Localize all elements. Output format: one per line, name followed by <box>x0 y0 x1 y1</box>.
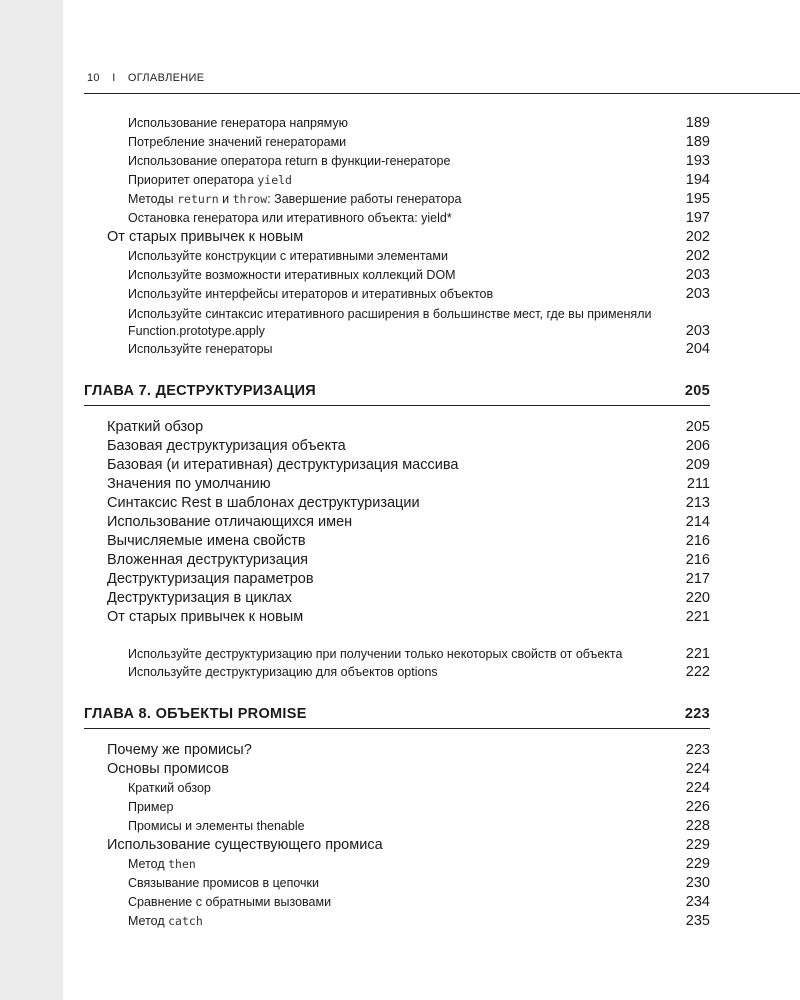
entry-title <box>128 247 448 266</box>
entry-title <box>128 340 273 359</box>
toc-subsection-entry <box>84 190 710 209</box>
entry-text: Основы промисов <box>107 761 229 777</box>
entry-page-number: 194 <box>685 172 710 188</box>
entry-page-number: 223 <box>685 742 710 758</box>
entry-text: Потребление значений генераторами <box>128 135 347 149</box>
toc-subsection-entry <box>84 798 710 817</box>
toc-subsection-entry <box>84 171 710 190</box>
entry-title <box>107 532 306 551</box>
chapter-8-heading <box>84 704 710 729</box>
entry-page-number: 214 <box>685 514 710 530</box>
entry-page-number: 216 <box>685 552 710 568</box>
chapter-8-entries <box>84 741 710 931</box>
entry-text: Синтаксис Rest в шаблонах деструктуризации <box>107 495 420 511</box>
entry-page-number: 202 <box>685 248 710 264</box>
running-head-separator: I <box>112 72 116 84</box>
toc-subsection-entry <box>84 133 710 152</box>
entry-title <box>107 437 346 456</box>
entry-title <box>128 912 203 931</box>
code-keyword: catch <box>168 914 203 928</box>
entry-text: Приоритет оператора <box>128 173 258 187</box>
toc-section-entry <box>84 418 710 437</box>
entry-title <box>107 551 308 570</box>
entry-text: Вложенная деструктуризация <box>107 552 309 568</box>
entry-page-number: 217 <box>685 571 710 587</box>
entry-text: Используйте деструктуризацию для объектов options <box>128 665 438 679</box>
entry-title <box>107 228 303 247</box>
entry-title <box>128 266 456 285</box>
entry-title <box>128 285 493 304</box>
entry-page-number: 193 <box>685 153 710 169</box>
toc-subsection-entry <box>84 893 710 912</box>
entry-title <box>128 133 346 152</box>
toc-subsection-entry <box>84 285 710 304</box>
entry-page-number: 234 <box>685 894 710 910</box>
entry-title <box>128 152 450 171</box>
entry-title <box>107 570 314 589</box>
toc-section-entry <box>84 760 710 779</box>
entry-page-number: 202 <box>685 229 710 245</box>
toc-subsection-entry <box>84 114 710 133</box>
entry-text: Используйте генераторы <box>128 342 273 356</box>
entry-text: Используйте деструктуризацию при получении только некоторых свойств от объекта <box>128 647 623 661</box>
entry-text: Используйте возможности итеративных коллекций DOM <box>128 268 456 282</box>
entry-text: Деструктуризация параметров <box>107 571 314 587</box>
running-head <box>87 72 204 84</box>
entry-page-number: 189 <box>685 115 710 131</box>
entry-text: От старых привычек к новым <box>107 229 304 245</box>
entry-text: Используйте конструкции с итеративными элементами <box>128 249 448 263</box>
toc-section-entry <box>84 551 710 570</box>
code-keyword: then <box>168 857 196 871</box>
entry-text: Методы <box>128 192 178 206</box>
code-keyword: throw <box>232 192 268 206</box>
entry-text: и <box>218 192 233 206</box>
toc-section-entry <box>84 532 710 551</box>
entry-title <box>107 456 458 475</box>
entry-page-number: 221 <box>685 646 710 662</box>
chapter-page: 205 <box>684 383 710 399</box>
entry-text: Используйте интерфейсы итераторов и итеративных объектов <box>128 287 494 301</box>
entry-text: Связывание промисов в цепочки <box>128 876 319 890</box>
entry-text: Краткий обзор <box>128 781 211 795</box>
toc-section-entry <box>84 513 710 532</box>
entry-page-number: 224 <box>685 780 710 796</box>
entry-text: Метод <box>128 857 169 871</box>
toc-section-entry <box>84 836 710 855</box>
toc-subsection-entry <box>84 266 710 285</box>
toc-subsection-entry <box>84 627 710 663</box>
toc-section-entry <box>84 608 710 627</box>
entry-text: Используйте синтаксис итеративного расширения в большинстве мест, где вы применяли Function.prototype.apply <box>128 307 652 338</box>
page-gutter <box>0 0 63 1000</box>
entry-page-number: 195 <box>685 191 710 207</box>
entry-page-number: 211 <box>686 476 710 492</box>
entry-text: Использование существующего промиса <box>107 837 383 853</box>
entry-page-number: 216 <box>685 533 710 549</box>
entry-page-number: 230 <box>685 875 710 891</box>
entry-title <box>107 836 383 855</box>
entry-title <box>128 874 319 893</box>
entry-title <box>107 608 303 627</box>
chapter-7-entries <box>84 418 710 682</box>
entry-text: Краткий обзор <box>107 419 204 435</box>
entry-text: Промисы и элементы thenable <box>128 819 305 833</box>
entry-page-number: 203 <box>685 267 710 283</box>
code-keyword: return <box>177 192 219 206</box>
entry-page-number: 203 <box>685 286 710 302</box>
entry-page-number: 229 <box>685 837 710 853</box>
entry-text: Метод <box>128 914 169 928</box>
entry-page-number: 203 <box>685 323 710 339</box>
entry-page-number: 222 <box>685 664 710 680</box>
entry-title <box>107 741 252 760</box>
book-page <box>63 0 800 1000</box>
toc-subsection-entry <box>84 152 710 171</box>
entry-title <box>128 798 173 817</box>
toc-section-entry <box>84 475 710 494</box>
entry-title <box>107 475 271 494</box>
entry-title <box>128 817 305 836</box>
toc-subsection-entry <box>84 874 710 893</box>
toc-section-entry <box>84 589 710 608</box>
entry-text: Сравнение с обратными вызовами <box>128 895 332 909</box>
entry-page-number: 213 <box>685 495 710 511</box>
page-number: 10 <box>87 72 100 84</box>
entry-title <box>128 893 331 912</box>
entry-text: Использование оператора return в функции-генераторе <box>128 154 451 168</box>
toc-subsection-entry <box>84 912 710 931</box>
entry-title <box>128 306 686 340</box>
entry-title <box>128 171 292 190</box>
toc-section-entry <box>84 456 710 475</box>
code-keyword: yield <box>257 173 292 187</box>
entry-text: От старых привычек к новым <box>107 609 304 625</box>
entry-title <box>107 494 420 513</box>
entry-title <box>128 663 438 682</box>
entry-text: : Завершение работы генератора <box>267 192 462 206</box>
entry-page-number: 229 <box>685 856 710 872</box>
entry-page-number: 206 <box>685 438 710 454</box>
chapter-title: ГЛАВА 8. ОБЪЕКТЫ PROMISE <box>84 706 307 722</box>
entry-text: Деструктуризация в циклах <box>107 590 292 606</box>
header-rule <box>84 93 800 94</box>
entry-title <box>107 418 203 437</box>
toc-subsection-entry <box>84 663 710 682</box>
toc-subsection-entry <box>84 817 710 836</box>
entry-page-number: 226 <box>685 799 710 815</box>
chapter-page: 223 <box>684 706 710 722</box>
entry-page-number: 204 <box>685 341 710 357</box>
toc-subsection-entry <box>84 304 710 340</box>
toc-subsection-entry <box>84 340 710 359</box>
entry-text: Базовая (и итеративная) деструктуризация массива <box>107 457 459 473</box>
toc-section-entry <box>84 494 710 513</box>
entry-text: Базовая деструктуризация объекта <box>107 438 346 454</box>
entry-title <box>128 209 452 228</box>
toc-section-entry <box>84 228 710 247</box>
entry-page-number: 220 <box>685 590 710 606</box>
table-of-contents <box>84 114 710 931</box>
entry-text: Пример <box>128 800 174 814</box>
toc-subsection-entry <box>84 855 710 874</box>
toc-subsection-entry <box>84 209 710 228</box>
toc-section-entry <box>84 741 710 760</box>
entry-text: Использование генератора напрямую <box>128 116 348 130</box>
entry-title <box>128 779 211 798</box>
entry-text: Почему же промисы? <box>107 742 252 758</box>
entry-title <box>107 513 352 532</box>
entry-title <box>128 190 461 209</box>
running-head-title: ОГЛАВЛЕНИЕ <box>127 72 205 84</box>
entry-page-number: 228 <box>685 818 710 834</box>
entry-page-number: 221 <box>685 609 710 625</box>
entry-text: Вычисляемые имена свойств <box>107 533 306 549</box>
entry-text: Остановка генератора или итеративного объекта: yield* <box>128 211 452 225</box>
entry-page-number: 224 <box>685 761 710 777</box>
toc-block-continued <box>84 114 710 359</box>
chapter-title: ГЛАВА 7. ДЕСТРУКТУРИЗАЦИЯ <box>84 383 317 399</box>
entry-page-number: 197 <box>685 210 710 226</box>
entry-title <box>128 646 622 663</box>
entry-title <box>128 114 348 133</box>
entry-page-number: 189 <box>685 134 710 150</box>
toc-section-entry <box>84 437 710 456</box>
entry-text: Значения по умолчанию <box>107 476 271 492</box>
entry-title <box>128 855 196 874</box>
entry-text: Использование отличающихся имен <box>107 514 353 530</box>
entry-title <box>107 589 292 608</box>
chapter-7-heading <box>84 381 710 406</box>
entry-title <box>107 760 229 779</box>
toc-subsection-entry <box>84 779 710 798</box>
entry-page-number: 209 <box>685 457 710 473</box>
entry-page-number: 205 <box>685 419 710 435</box>
entry-page-number: 235 <box>685 913 710 929</box>
toc-section-entry <box>84 570 710 589</box>
toc-subsection-entry <box>84 247 710 266</box>
